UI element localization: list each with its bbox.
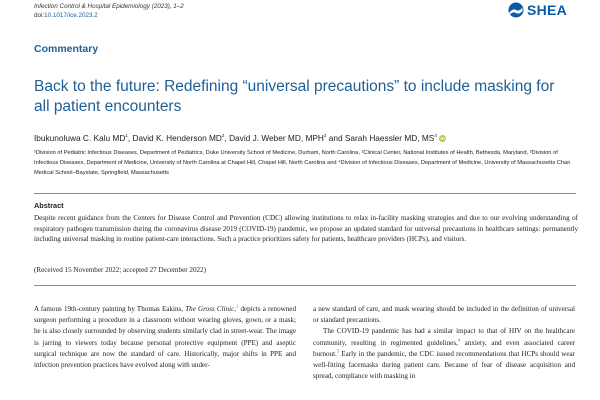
author-name[interactable]: Ibukunoluwa C. Kalu MD (34, 133, 126, 143)
shea-logo (508, 2, 567, 18)
author-list: Ibukunoluwa C. Kalu $MD^1$, David K. Henderson $MD^2$, David J. Weber MD, MPH$^3$ and Sarah Haessler MD, $MS^4$ iD (34, 133, 445, 143)
doi-link[interactable]: 10.1017/ice.2023.2 (44, 12, 98, 19)
shea-logo-icon (508, 2, 524, 18)
author-name[interactable]: David K. Henderson MD (132, 133, 222, 143)
body-text: a new standard of care, and mask wearing should be included in the definition of universal or standard precautions. (313, 305, 575, 325)
reference-link[interactable]: 4 (457, 337, 461, 343)
affiliation-marker: 1 (125, 133, 128, 139)
affiliation-marker: 2 (221, 133, 225, 139)
abstract-heading: Abstract (34, 201, 64, 210)
abstract-bottom-divider (34, 285, 576, 286)
abstract-top-divider (34, 193, 576, 194)
doi-label: doi: (34, 12, 45, 19)
article-title: Back to the future: Redefining “universal precautions” to include masking for all patient encounters (34, 78, 555, 115)
body-text: anxiety, and even associated career burnout. (313, 338, 575, 358)
journal-citation: Infection Control & Hospital Epidemiology (2023), 1–2 (34, 3, 184, 10)
orcid-icon[interactable]: iD (440, 136, 445, 141)
logo-text: SHEA (527, 2, 568, 18)
author-name[interactable]: David J. Weber MD, MPH (229, 133, 324, 143)
body-text: depicts a renowned surgeon performing a procedure in a classroom without wearing gloves, gown, or a mask; he is also closely surrounded by observing students similarly clad in street-wear. The image is jarring to viewers today because personal protective equipment (PPE) and aseptic surgical technique are now the standard of care. Historically, major shifts in PPE and infection prevention practices have evolved along with under- (34, 305, 296, 370)
affiliation-marker: 3 (323, 133, 327, 139)
body-text: Early in the pandemic, the CDC issued recommendations that HCPs should wear well-fitting facemasks during patient care. Because of fear of disease acquisition and spread, compliance with masking in (313, 349, 575, 381)
doi-line (34, 12, 98, 19)
painting-title: The Gross Clinic, (185, 305, 237, 313)
received-dates: (Received 15 November 2022; accepted 27 December 2022) (34, 266, 206, 274)
body-column-left (34, 304, 296, 371)
section-label: Commentary (34, 43, 99, 55)
body-text: A famous 19th-century painting by Thomas Eakins, (34, 305, 186, 313)
body-column-right (313, 304, 575, 382)
affiliations: ¹Division of Pediatric Infectious Diseases, Department of Pediatrics, Duke University School of Medicine, Durham, North Carolina, ²Clinical Center, National Institutes of Health, Bethesda, Maryland, ³Division of Infectious Diseases, Department of Medicine, University of North Carolina at Chapel Hill, Chapel Hill, North Carolina and ⁴Division of Infectious Diseases, Department of Medicine, University of Massachusetts Chan Medical School–Baystate, Springfield, Massachusetts (34, 150, 571, 176)
abstract-text: Despite recent guidance from the Centers for Disease Control and Prevention (CDC) allowing institutions to relax in-facility masking strategies and due to our evolving understanding of respiratory pathogen transmission during the coronavirus disease 2019 (COVID-19) pandemic, we propose an updated standard for universal precautions in healthcare settings: permanently including universal masking in routine patient-care interactions. Such a practice prioritizes safety for patients, healthcare providers (HCPs), and visitors. (34, 214, 578, 243)
body-paragraph (313, 326, 575, 382)
body-text: The COVID-19 pandemic has had a similar impact to that of HIV on the healthcare community, resulting in regimented guidelines, (313, 327, 575, 347)
reference-link[interactable]: 5 (336, 348, 340, 354)
author-name[interactable]: Sarah Haessler MD, MS (344, 133, 435, 143)
affiliation-marker: 4 (434, 133, 437, 139)
reference-link[interactable]: 1 (236, 303, 239, 309)
